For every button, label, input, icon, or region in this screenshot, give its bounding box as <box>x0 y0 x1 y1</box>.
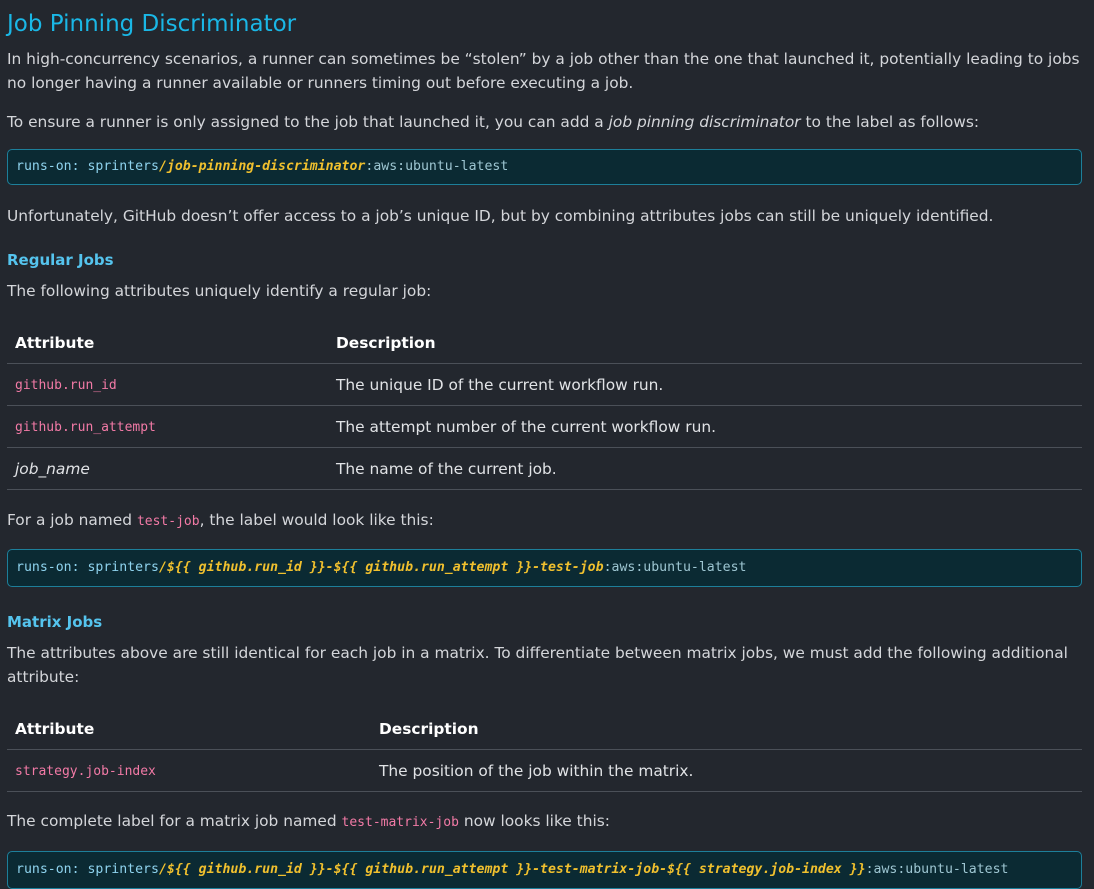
matrix-jobs-table <box>7 708 1082 792</box>
complete-paragraph <box>7 809 1082 835</box>
ensure-text-after: to the label as follows: <box>800 113 980 131</box>
table-header-description: Description <box>328 322 1082 364</box>
complete-after: now looks like this: <box>458 812 610 830</box>
matrix-jobs-lead: The attributes above are still identical for each job in a matrix. To differentiate between matrix jobs, we must add the following additional attribute: <box>7 644 1068 686</box>
table-row <box>7 406 1082 448</box>
complete-before: The complete label for a matrix job named <box>7 812 342 830</box>
attr-description: The position of the job within the matrix. <box>371 750 1082 792</box>
attr-description: The unique ID of the current workflow run. <box>328 364 1082 406</box>
complete-code: test-matrix-job <box>341 815 459 830</box>
example-code: test-job <box>136 514 200 529</box>
ensure-emphasis: job pinning discriminator <box>608 113 801 131</box>
code-discriminator: /${{ github.run_id }}-${{ github.run_attempt }}-test-job <box>158 560 604 575</box>
code-discriminator: /job-pinning-discriminator <box>158 159 366 174</box>
example-paragraph <box>7 508 1082 534</box>
intro-paragraph: In high-concurrency scenarios, a runner can sometimes be “stolen” by a job other than the one that launched it, potentially leading to jobs no longer having a runner available or runners timing out before executing a job. <box>7 50 1080 92</box>
attr-code: strategy.job-index <box>15 763 156 779</box>
attr-description: The name of the current job. <box>328 448 1082 490</box>
table-row <box>7 750 1082 792</box>
example-before: For a job named <box>7 511 137 529</box>
code-tail: :aws:ubuntu-latest <box>365 159 509 174</box>
table-header-row <box>7 708 1082 750</box>
example-after: , the label would look like this: <box>199 511 434 529</box>
code-prefix: sprinters <box>79 862 159 877</box>
attr-description: The attempt number of the current workflow run. <box>328 406 1082 448</box>
code-prefix: sprinters <box>79 159 159 174</box>
table-header-attribute: Attribute <box>7 322 328 364</box>
code-discriminator: /${{ github.run_id }}-${{ github.run_attempt }}-test-matrix-job-${{ strategy.job-index }} <box>158 862 866 877</box>
table-header-attribute: Attribute <box>7 708 371 750</box>
code-block-discriminator[interactable] <box>7 149 1082 185</box>
code-block-matrix-label[interactable] <box>7 851 1082 889</box>
code-key: runs-on: <box>16 560 80 575</box>
attr-italic: job_name <box>15 459 90 478</box>
ensure-paragraph <box>7 110 1082 134</box>
matrix-jobs-heading: Matrix Jobs <box>7 613 103 631</box>
code-tail: :aws:ubuntu-latest <box>865 862 1009 877</box>
table-row <box>7 364 1082 406</box>
code-tail: :aws:ubuntu-latest <box>603 560 747 575</box>
code-key: runs-on: <box>16 862 80 877</box>
attr-code: github.run_id <box>15 377 117 393</box>
code-key: runs-on: <box>16 159 80 174</box>
regular-jobs-table <box>7 322 1082 490</box>
unfortunately-paragraph: Unfortunately, GitHub doesn’t offer access to a job’s unique ID, but by combining attributes jobs can still be uniquely identified. <box>7 207 994 225</box>
page-title: Job Pinning Discriminator <box>7 11 297 37</box>
code-prefix: sprinters <box>79 560 159 575</box>
regular-jobs-heading: Regular Jobs <box>7 251 114 269</box>
table-header-row <box>7 322 1082 364</box>
code-block-regular-label[interactable] <box>7 549 1082 587</box>
table-header-description: Description <box>371 708 1082 750</box>
attr-code: github.run_attempt <box>15 419 156 435</box>
ensure-text-before: To ensure a runner is only assigned to the job that launched it, you can add a <box>7 113 609 131</box>
table-row <box>7 448 1082 490</box>
regular-jobs-lead: The following attributes uniquely identify a regular job: <box>7 282 432 300</box>
